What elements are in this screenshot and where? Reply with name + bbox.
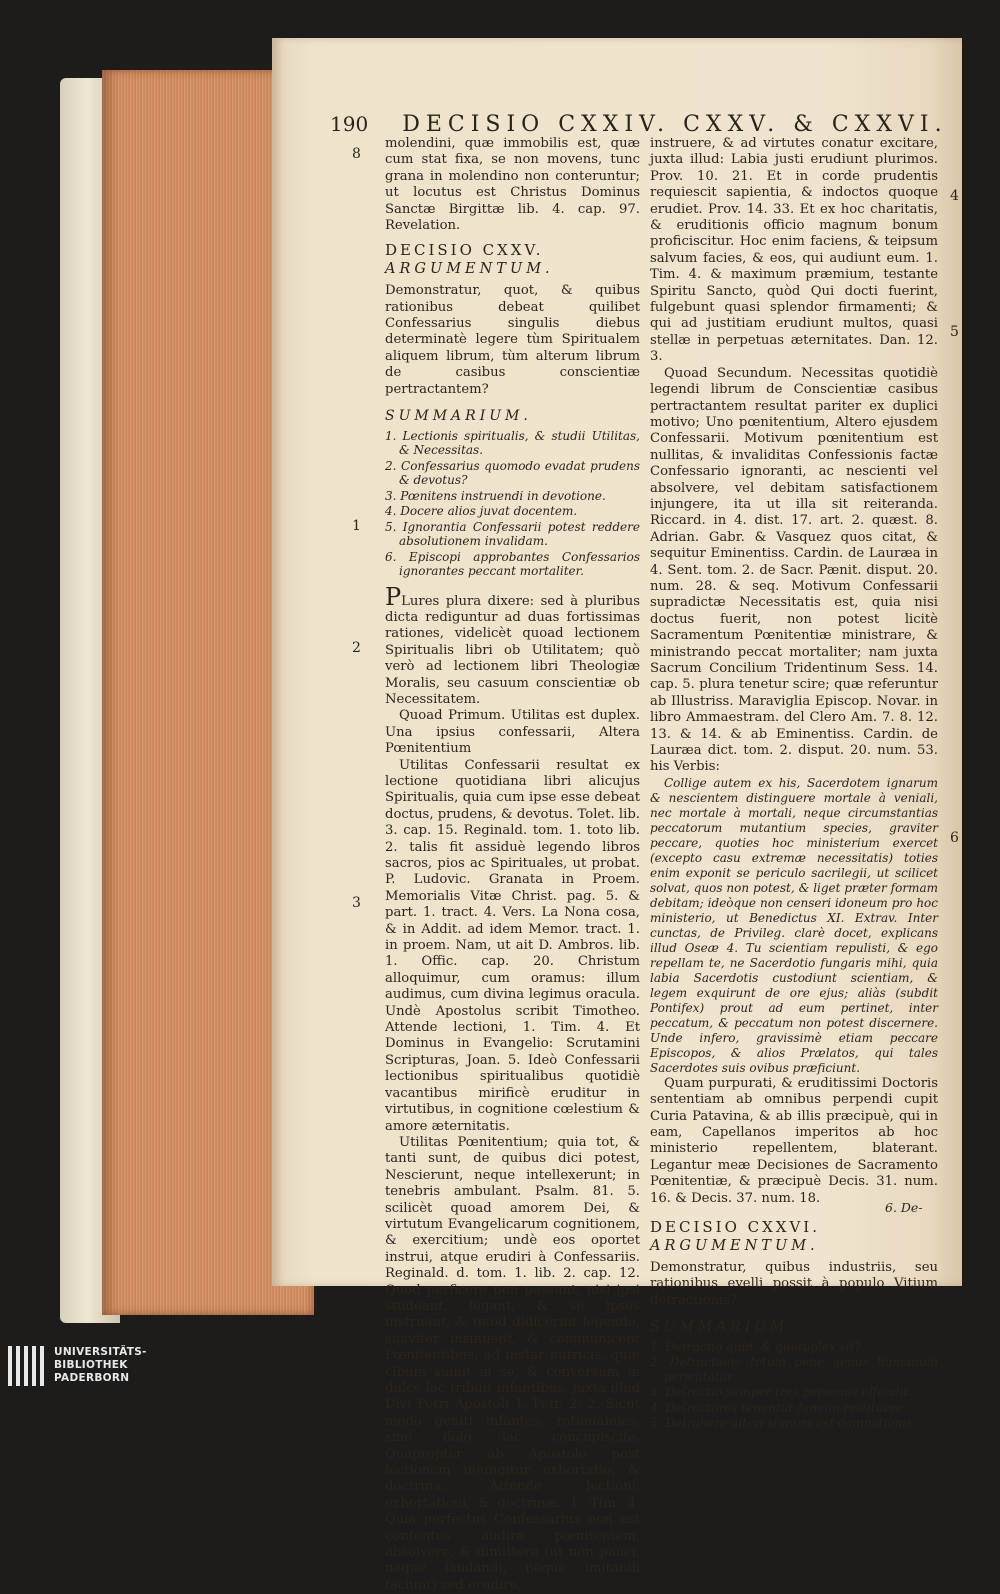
library-logo-icon xyxy=(8,1346,44,1386)
running-title: DECISIO CXXIV. CXXV. & CXXVI. xyxy=(402,112,948,137)
summary-item: 6. Episcopi approbantes Confessarios ignorantes peccant mortaliter. xyxy=(385,549,640,578)
library-logo xyxy=(8,1344,168,1390)
body-paragraph: Utilitas Pœnitentium; quia tot, & tanti sunt, de quibus dici potest, Nescierunt, neque intellexerunt; in tenebris ambulant. Psalm. 81. 5. scilicèt quoad amorem Dei, & virtutum Evangelicarum cognitionem, & exercitium; undè eos oportet instrui, atque erudiri à Confessariis. Reginald. d. tom. 1. lib. 2. cap. 12. Quod perficere non possunt, nisi ipsi studeant, legant, & se ipsos instruant, & quod didicerint legendo, suaviter insinuent, & communicent Pœnitentibus, ad instar nutricis, quæ cibum sumit in se, & conversum in dulce lac tribuit infantibus, juxta illud Divi Petri Apostoli 1. Petr. 2. 2. Sicut modo geniti infantes, rationabiles, sine dolo lac concupiscite. Quapropter ab Apostolo post lectionem injungitur exhortatio, & doctrina, Attende lectioni, exhortationi, & doctrinæ. 1. Tim. 4. Quia perfectus Confessarius non est contentus audire pœnitentem, absolvere, & dimittere (ut non pauci, neque laudandi, neque imitandi faciunt) sed erudire, xyxy=(385,1134,640,1593)
body-paragraph: Quoad Secundum. Necessitas quotidiè legendi librum de Conscientiæ casibus pertractantem resultat pariter ex duplici motivo; Uno pœnitentium, Altero ejusdem Confessarii. Motivum pœnitentium est nullitas, & invaliditas Confessionis factæ Confessario ignoranti, ac nescienti vel absolvere, vel debitam satisfactionem injungere, ita ut illa sit reiteranda. Riccard. in 4. dist. 17. art. 2. quæst. 8. Adrian. Gabr. & Vasquez quos citat, & sequitur Eminentiss. Cardin. de Lauræa in 4. Sent. tom. 2. de Sacr. Pænit. disput. 20. num. 28. & seq. Motivum Confessarii supradictæ Necessitatis est, quia nisi doctus fuerit, non potest licitè Sacramentum Pœnitentiæ ministrare, & ministrando peccat mortaliter; nam juxta Sacrum Concilium Tridentinum Sess. 14. cap. 5. plura tenetur scire; quæ referuntur ab Illustriss. Maraviglia Episcop. Novar. in libro Ammaestram. del Clero Am. 7. 8. 12. 13. & 14. & ab Eminentiss. Cardin. de Lauræa dict. tom. 2. disput. 20. num. 53. his Verbis: xyxy=(650,365,938,775)
argumentum-text: Demonstratur, quibus industriis, seu rationibus evelli possit à populo Vitium detractionis? xyxy=(650,1259,938,1308)
summary-item: 3. Pœnitens instruendi in devotione. xyxy=(385,488,606,503)
drop-capital: P xyxy=(385,582,402,611)
left-column xyxy=(385,136,640,1594)
summary-item: 2. Detractione totum penè genus humanum periclitatur. xyxy=(650,1355,938,1384)
argumentum-heading: ARGUMENTUM. xyxy=(385,260,554,277)
margin-number: 8 xyxy=(352,146,361,162)
page-number: 190 xyxy=(330,112,369,136)
quotation-paragraph: Collige autem ex his, Sacerdotem ignarum & nescientem distinguere mortale à veniali, nec mortale à mortali, neque circumstantias peccatorum mutantium species, graviter peccare, quoties hoc ministerium exercet (excepto casu extremæ necessitatis) toties enim exponit se periculo sacrilegii, ut scilicet solvat, quos non potest, & liget præter formam debitam; ideòque non censeri idoneum pro hoc ministerio, ut Benedictus XI. Extrav. Inter cunctas, de Privileg. clarè docet, explicans illud Oseæ 4. Tu scientiam repulisti, & ego repellam te, ne Sacerdotio fungaris mihi, quia labia Sacerdotis custodiunt scientiam, & legem exquirunt de ore ejus; aliàs (subdit Pontifex) prout ad eum pertinet, inter peccatum, & peccatum non potest discernere. Unde infero, gravissimè etiam peccare Episcopos, & alios Prælatos, qui tales Sacerdotes suis ovibus præficiunt. xyxy=(650,775,938,1075)
body-paragraph: Utilitas Confessarii resultat ex lectione quotidiana libri alicujus Spiritualis, quia cum ipse esse debeat doctus, prudens, & devotus. Tolet. lib. 3. cap. 15. Reginald. tom. 1. toto lib. 2. talis fit assiduè legendo libros sacros, pios ac Spirituales, ut probat. P. Ludovic. Granata in Proem. Memorialis Vitæ Christ. pag. 5. & part. 1. tract. 4. Vers. La Nona cosa, & in Addit. ad idem Memor. tract. 1. in proem. Nam, ut ait D. Ambros. lib. 1. Offic. cap. 20. Christum alloquimur, cum oramus: illum audimus, cum divina legimus oracula. Undè Apostolus scribit Timotheo. Attende lectioni, 1. Tim. 4. Et Dominus in Evangelio: Scrutamini Scripturas, Joan. 5. Ideò Confessarii lectionibus spiritualibus quotidiè vacantibus mirificè eruditur in virtutibus, in cognitione cœlestium & amore æternitatis. xyxy=(385,757,640,1134)
summary-item: 2. Confessarius quomodo evadat prudens & devotus? xyxy=(385,458,640,487)
summary-item: 1. Lectionis spiritualis, & studii Utilitas, & Necessitas. xyxy=(385,428,640,457)
margin-number: 4 xyxy=(950,188,959,204)
summary-item: 3. Detractio semper tres personas offendit. xyxy=(650,1385,913,1400)
summary-item: 4. Docere alios juvat docentem. xyxy=(385,504,578,518)
summarium-heading: SUMMARIUM. xyxy=(385,408,532,425)
library-logo-text: UNIVERSITÄTS- BIBLIOTHEK PADERBORN xyxy=(54,1346,147,1384)
body-paragraph: instruere, & ad virtutes conatur excitare, juxta illud: Labia justi erudiunt plurimos. Prov. 10. 21. Et in corde prudentis requiescit sapientia, & indoctos quoque erudiet. Prov. 14. 33. Et ex hoc charitatis, & eruditionis officio magnum bonum proficiscitur. Hoc enim faciens, & teipsum salvum facies, & eos, qui audiunt eum. 1. Tim. 4. & maximum præmium, testante Spiritu Sancto, quòd Qui docti fuerint, fulgebunt quasi splendor firmamenti; & qui ad justitiam erudiunt multos, quasi stellæ in perpetuas æternitates. Dan. 12. 3. xyxy=(650,136,938,365)
margin-number: 6 xyxy=(950,830,959,846)
margin-number: 3 xyxy=(352,895,361,911)
body-paragraph: Quam purpurati, & eruditissimi Doctoris sententiam ab omnibus perpendi cupit Curia Patavina, & ab illis præcipuè, qui in eam, Capellanos imperitos ab hoc ministerio repellentem, blaterant. Legantur meæ Decisiones de Sacramento Pœnitentiæ, & præcipuè Decis. 31. num. 16. & Decis. 37. num. 18. xyxy=(650,1075,938,1206)
summary-item: 4. Detractores tenentur famam restituere. xyxy=(650,1400,908,1415)
body-paragraph: PLures plura dixere: sed à pluribus dicta rediguntur ad duas fortissimas rationes, videlicèt quoad lectionem Spiritualis libri ob Utilitatem; quò verò ad lectionem libri Theologiæ Moralis, seu casuum conscientiæ ob Necessitatem. xyxy=(385,582,640,707)
right-column xyxy=(650,136,938,1432)
decisio-heading: DECISIO CXXVI. xyxy=(650,1218,821,1237)
argumentum-heading: ARGUMENTUM. xyxy=(650,1237,819,1254)
margin-number: 1 xyxy=(352,518,361,534)
summary-item: 5. Ignorantia Confessarii potest reddere absolutionem invalidam. xyxy=(385,519,640,548)
decisio-heading: DECISIO CXXV. xyxy=(385,241,544,260)
running-header xyxy=(330,112,970,137)
margin-number: 2 xyxy=(352,640,361,656)
summary-item: 5. Detrahere alteri signum est damnationis. xyxy=(650,1416,917,1431)
summary-item: 1. Detractio quid, & quotuplex sit? xyxy=(650,1339,861,1354)
opening-lines: molendini, quæ immobilis est, quæ cum stat fixa, se non movens, tunc grana in molendino non conteruntur; ut locutus est Christus Dominus Sanctæ Birgittæ lib. 4. cap. 97. Revelation. xyxy=(385,136,640,234)
margin-number: 5 xyxy=(950,324,959,340)
summarium-heading: SUMMARIUM. xyxy=(650,1319,797,1336)
body-paragraph: Quoad Primum. Utilitas est duplex. Una ipsius confessarii, Altera Pœnitentium xyxy=(385,708,640,757)
catchword: 6. De- xyxy=(885,1200,923,1215)
argumentum-text: Demonstratur, quot, & quibus rationibus debeat quilibet Confessarius singulis diebus determinatè legere tùm Spiritualem aliquem librum, tùm alterum librum de casibus conscientiæ pertractantem? xyxy=(385,283,640,397)
